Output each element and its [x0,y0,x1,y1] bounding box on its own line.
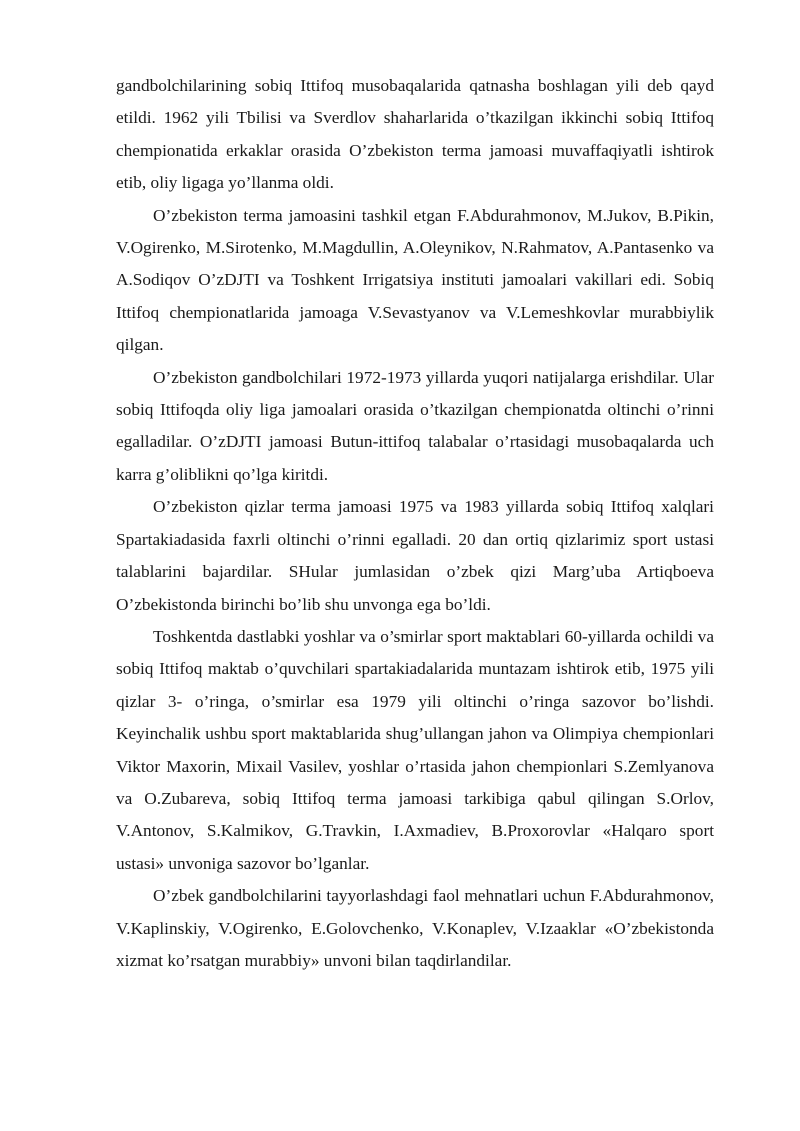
paragraph-6: O’zbek gandbolchilarini tayyorlashdagi faol mehnatlari uchun F.Abdurahmonov, V.Kaplinskiy, V.Ogirenko, E.Golovchenko, V.Konaplev, V.Izaaklar «O’zbekistonda xizmat ko’rsatgan murabbiy» unvoni bilan taqdirlandilar. [116,886,714,970]
paragraph-5: Toshkentda dastlabki yoshlar va o’smirlar sport maktablari 60-yillarda ochildi va sobiq Ittifoq maktab o’quvchilari spartakiadalarida muntazam ishtirok etib, 1975 yili qizlar 3- o’ringa, o’smirlar esa 1979 yili oltinchi o’ringa sazovor bo’lishdi. Keyinchalik ushbu sport maktablarida shug’ullangan jahon va Olimpiya chempionlari Viktor Maxorin, Mixail Vasilev, yoshlar o’rtasida jahon chempionlari S.Zemlyanova va O.Zubareva, sobiq Ittifoq terma jamoasi tarkibiga qabul qilingan S.Orlov, V.Antonov, S.Kalmikov, G.Travkin, I.Axmadiev, B.Proxorovlar «Halqaro sport ustasi» unvoniga sazovor bo’lganlar. [116,626,714,873]
paragraph-3: O’zbekiston gandbolchilari 1972-1973 yillarda yuqori natijalarga erishdilar. Ular sobiq Ittifoqda oliy liga jamoalari orasida o’tkazilgan chempionatda oltinchi o’rinni egalladilar. O’zDJTI jamoasi Butun-ittifoq talabalar o’rtasidagi musobaqalarda uch karra g’oliblikni qo’lga kiritdi. [116,367,714,484]
paragraph-1: gandbolchilarining sobiq Ittifoq musobaqalarida qatnasha boshlagan yili deb qayd etildi. 1962 yili Tbilisi va Sverdlov shaharlarida o’tkazilgan ikkinchi sobiq Ittifoq chempionatida erkaklar orasida O’zbekiston terma jamoasi muvaffaqiyatli ishtirok etib, oliy ligaga yo’llanma oldi. [116,76,714,193]
paragraph-2: O’zbekiston terma jamoasini tashkil etgan F.Abdurahmonov, M.Jukov, B.Pikin, V.Ogirenko, M.Sirotenko, M.Magdullin, A.Oleynikov, N.Rahmatov, A.Pantasenko va A.Sodiqov O’zDJTI va Toshkent Irrigatsiya instituti jamoalari vakillari edi. Sobiq Ittifoq chempionatlarida jamoaga V.Sevastyanov va V.Lemeshkovlar murabbiylik qilgan. [116,205,714,355]
paragraph-4: O’zbekiston qizlar terma jamoasi 1975 va 1983 yillarda sobiq Ittifoq xalqlari Spartakiadasida faxrli oltinchi o’rinni egalladi. 20 dan ortiq qizlarimiz sport ustasi talablarini bajardilar. SHular jumlasidan o’zbek qizi Marg’uba Artiqboeva O’zbekistonda birinchi bo’lib shu unvonga ega bo’ldi. [116,497,714,614]
document-page [116,70,714,977]
